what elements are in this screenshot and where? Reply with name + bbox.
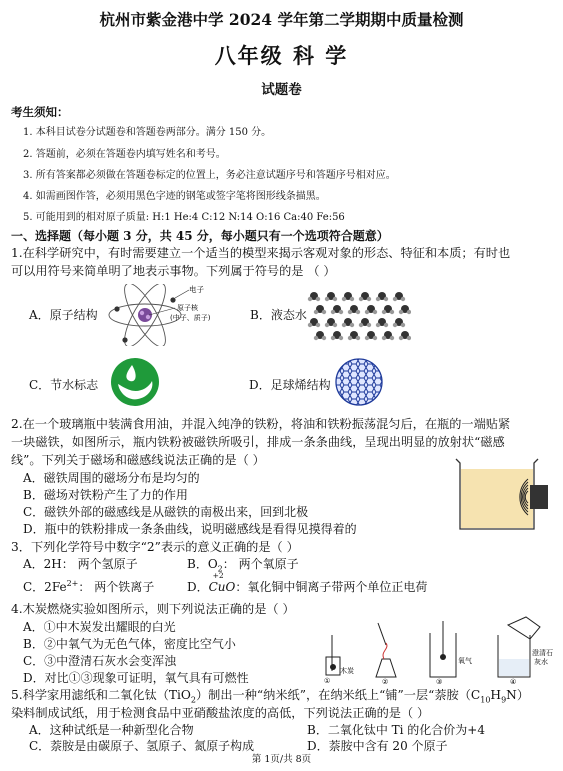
water-molecule-atom (384, 323, 388, 327)
water-molecule-atom (376, 297, 380, 301)
water-molecule-atom (342, 323, 346, 327)
step-marker: ④ (510, 678, 517, 685)
water-molecule-atom (331, 310, 335, 314)
water-molecule-atom (359, 297, 363, 301)
water-molecule-atom (367, 323, 371, 327)
atom-label-electron: 电子 (189, 285, 204, 294)
water-molecule-atom (325, 297, 329, 301)
water-molecule-atom (325, 323, 329, 327)
q2-option-a: A．磁铁周围的磁场分布是均匀的 (23, 471, 200, 485)
water-molecule-atom (373, 310, 377, 314)
label-limewater: 澄清石 (532, 649, 553, 657)
step-marker: ③ (436, 678, 443, 685)
q5-option-b: B．二氧化钛中 Ti 的化合价为+4 (307, 723, 485, 737)
water-molecule-atom (359, 323, 363, 327)
grade-subject-title: 八年级 科 学 (214, 43, 349, 68)
paper-type-title: 试题卷 (261, 82, 302, 98)
water-molecule-atom (308, 323, 312, 327)
q3-option-c: C．$2Fe^{2+}$： 两个铁离子 (23, 579, 155, 594)
water-molecule-atom (399, 336, 403, 340)
water-molecule-atom (367, 297, 371, 301)
q1-option-c: C．节水标志 (29, 378, 99, 392)
water-molecule-atom (365, 310, 369, 314)
water-molecule-atom (390, 310, 394, 314)
notice-item: 1. 本科目试卷分试题卷和答题卷两部分。满分 150 分。 (23, 127, 272, 138)
water-molecule-atom (393, 297, 397, 301)
water-molecule-atom (401, 297, 405, 301)
q2-stem-line3: 线”。下列关于磁场和磁感线说法正确的是（ ） (11, 453, 265, 467)
section-heading: 一、选择题（每小题 3 分，共 45 分，每小题只有一个选项符合题意） (11, 229, 389, 243)
water-molecule-atom (401, 323, 405, 327)
exam-title: 杭州市紫金港中学 2024 学年第二学期期中质量检测 (99, 10, 464, 29)
water-saving-logo (110, 357, 160, 407)
notice-item: 2. 答题前，必须在答题卷内填写姓名和考号。 (23, 149, 226, 160)
water-molecule-atom (316, 323, 320, 327)
water-molecule-atom (333, 297, 337, 301)
water-molecule-atom (308, 297, 312, 301)
q3-option-b: B．$O_2$： 两个氧原子 (187, 557, 299, 574)
step-marker: ② (382, 678, 389, 685)
notice-item: 4. 如需画图作答，必须用黑色字迹的钢笔或签字笔将图形线条描黑。 (23, 191, 326, 202)
q3-option-d: D． +2 CuO：氧化铜中铜离子带两个单位正电荷 (187, 571, 428, 594)
water-molecule-atom (350, 297, 354, 301)
atom-structure-image (103, 284, 223, 346)
q5-option-c: C．萘胺是由碳原子、氢原子、氮原子构成 (29, 739, 255, 753)
water-molecule-atom (331, 336, 335, 340)
q3-option-a: A．2H： 两个氢原子 (23, 557, 138, 571)
water-molecule-atom (407, 310, 411, 314)
q4-option-c: C．③中澄清石灰水会变浑浊 (23, 654, 177, 668)
water-molecule-atom (314, 310, 318, 314)
q5-stem-line1: 5.科学家用滤纸和二氧化钛（TiO$_2$）制出一种“纳米纸”，在纳米纸上“铺”一层“萘胺$(C_{10}H_9N)$ (11, 688, 530, 705)
q1-stem-line2: 可以用符号来简单明了地表示事物。下列属于符号的是 （ ） (11, 264, 336, 278)
water-molecule-atom (350, 323, 354, 327)
water-molecule-atom (348, 336, 352, 340)
water-molecule-atom (373, 336, 377, 340)
q4-option-b: B．②中氧气为无色气体，密度比空气小 (23, 637, 236, 651)
notice-heading: 考生须知： (11, 105, 69, 119)
water-molecule-atom (322, 310, 326, 314)
water-molecule-atom (382, 336, 386, 340)
label-charcoal: 木炭 (340, 667, 354, 675)
water-molecule-atom (365, 336, 369, 340)
q5-stem-line2: 染料制成试纸，用于检测食品中亚硝酸盐浓度的高低，下列说法正确的是（ ） (11, 706, 430, 720)
q2-option-c: C．磁铁外部的磁感线是从磁铁的南极出来，回到北极 (23, 505, 309, 519)
water-molecule-atom (376, 323, 380, 327)
water-molecule-atom (356, 310, 360, 314)
liquid-water-image (306, 288, 411, 342)
step-marker: ① (324, 677, 331, 685)
water-molecule-atom (393, 323, 397, 327)
water-molecule-atom (407, 336, 411, 340)
atom-label-nucleus-detail: (中子、质子) (170, 314, 211, 322)
atom-label-nucleus: 原子核 (177, 304, 198, 312)
magnet-bottle-image (450, 455, 550, 535)
page-footer: 第 1页/共 8页 (251, 754, 312, 765)
water-molecule-atom (339, 310, 343, 314)
water-molecule-atom (322, 336, 326, 340)
water-molecule-atom (384, 297, 388, 301)
notice-item: 3. 所有答案都必须做在答题卷标定的位置上，务必注意试题序号和答题序号相对应。 (23, 170, 396, 181)
water-molecule-atom (333, 323, 337, 327)
q2-stem-line1: 2.在一个玻璃瓶中装满食用油，并混入纯净的铁粉，将油和铁粉振荡混匀后，在瓶的一端贴紧 (11, 417, 511, 431)
q1-option-b: B．液态水 (250, 308, 307, 322)
q1-stem-line1: 1.在科学研究中，有时需要建立一个适当的模型来揭示客观对象的形态、特征和本质；有时也 (11, 246, 511, 260)
water-molecule-atom (382, 310, 386, 314)
water-molecule-atom (342, 297, 346, 301)
water-molecule-atom (356, 336, 360, 340)
q3-stem: 3．下列化学符号中数字“2”表示的意义正确的是（ ） (11, 540, 299, 554)
water-molecule-atom (339, 336, 343, 340)
water-molecule-atom (314, 336, 318, 340)
water-molecule-atom (399, 310, 403, 314)
water-molecule-atom (348, 310, 352, 314)
q1-option-a: A．原子结构 (29, 308, 98, 322)
q4-option-d: D．对比①③现象可证明，氧气具有可燃性 (23, 671, 249, 685)
q5-option-d: D．萘胺中含有 20 个原子 (307, 739, 448, 753)
water-molecule-atom (316, 297, 320, 301)
q1-option-d: D．足球烯结构 (249, 378, 331, 392)
q4-stem: 4.木炭燃烧实验如图所示，则下列说法正确的是（ ） (11, 602, 295, 616)
water-molecule-atom (390, 336, 394, 340)
notice-item: 5. 可能用到的相对原子质量: H:1 He:4 C:12 N:14 O:16 Ca:40 Fe:56 (23, 212, 345, 223)
q2-stem-line2: 一块磁铁，如图所示，瓶内铁粉被磁铁所吸引，排成一条条曲线，呈现出明显的放射状“磁感 (11, 435, 505, 449)
q5-option-a: A．这种试纸是一种新型化合物 (29, 723, 194, 737)
charcoal-experiment-image (318, 615, 558, 685)
label-limewater-2: 灰水 (534, 658, 548, 666)
q2-option-d: D．瓶中的铁粉排成一条条曲线，说明磁感线是看得见摸得着的 (23, 522, 357, 536)
q4-option-a: A．①中木炭发出耀眼的白光 (23, 620, 176, 634)
fullerene-image (334, 357, 384, 407)
q2-option-b: B．磁场对铁粉产生了力的作用 (23, 488, 188, 502)
label-oxygen: 氧气 (458, 657, 472, 665)
